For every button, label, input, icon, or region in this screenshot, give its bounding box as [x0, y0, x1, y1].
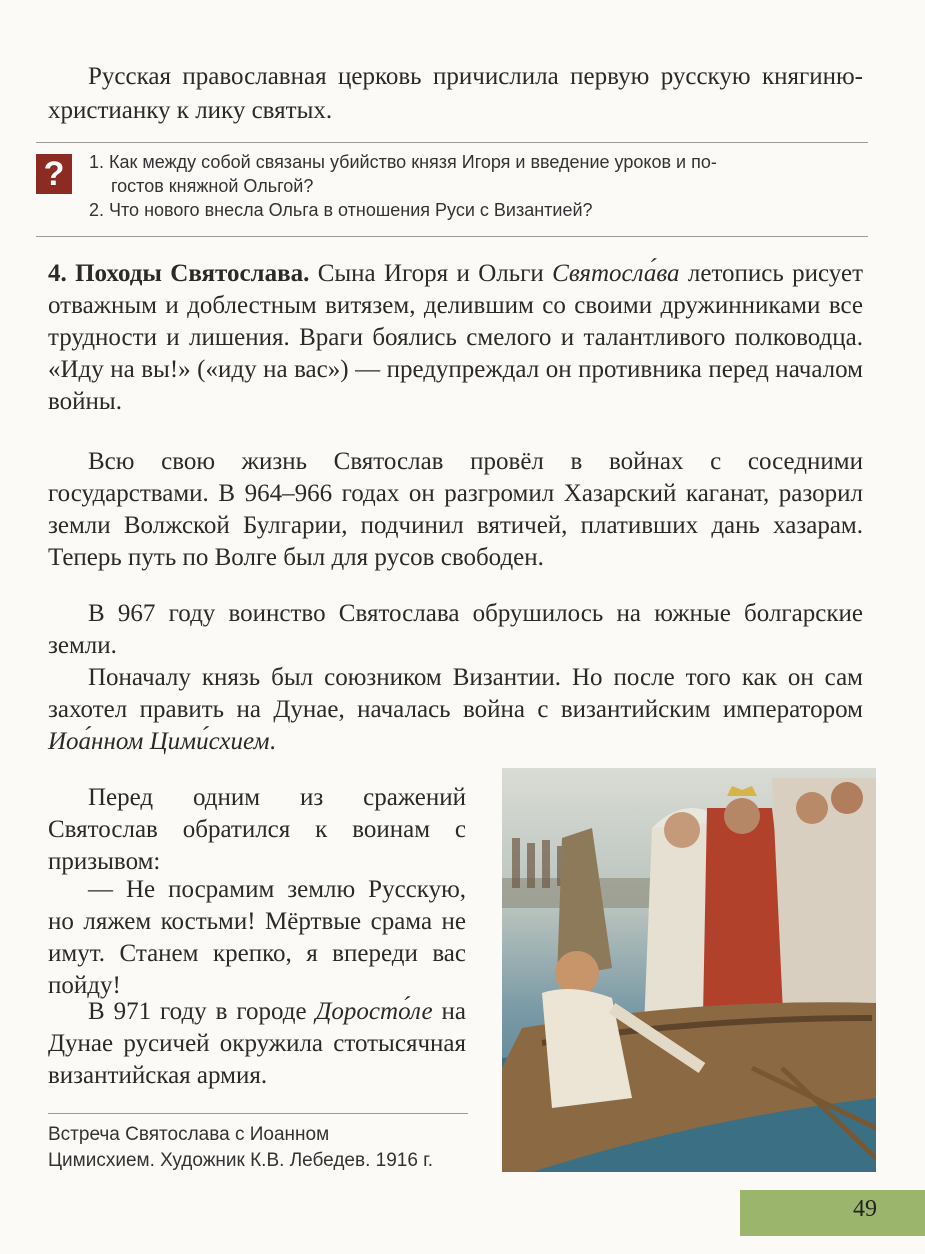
caption-rule	[48, 1113, 468, 1114]
p7-text-b: на Дунае русичей окружила стотысячная византийская армия.	[48, 998, 466, 1089]
section-paragraph-5: Перед одним из сражений Святослав обратился к воинам с призывом:	[48, 784, 466, 875]
question-2: 2. Что нового внесла Ольга в отношения Руси с Византией?	[89, 200, 593, 220]
section-heading: 4. Походы Святослава.	[48, 260, 310, 287]
section-paragraph-1	[48, 258, 863, 418]
p4-text: Поначалу князь был союзником Византии. Но после того как он сам захотел править на Дунае, началась война с византийским императором	[48, 664, 863, 723]
caption-line-1: Встреча Святослава с Иоанном	[48, 1124, 330, 1145]
p1-text-a: Сына Игоря и Ольги	[309, 260, 553, 287]
question-1-line-1: 1. Как между собой связаны убийство князя Игоря и введение уроков и по-	[89, 152, 717, 172]
section-paragraph-4	[48, 662, 863, 758]
page-number-bar	[740, 1190, 925, 1236]
section-paragraph-7	[48, 996, 466, 1092]
p7-text-a: В 971 году в городе	[88, 998, 316, 1025]
caption-line-2: Цимисхием. Художник К.В. Лебедев. 1916 г.	[48, 1150, 434, 1171]
page-number: 49	[853, 1196, 877, 1222]
painting-caption	[48, 1122, 478, 1174]
section-paragraph-6: — Не посрамим землю Русскую, но ляжем костьми! Мёртвые срама не имут. Станем крепко, я впереди вас пойду!	[48, 876, 466, 999]
question-1-line-2: гостов княжной Ольгой?	[111, 176, 314, 196]
p4-name-tzimiskes: Цими́схием	[149, 728, 270, 755]
p4-end: .	[269, 728, 276, 755]
review-questions	[89, 150, 869, 222]
p7-city-dorostol: Доросто́ле	[315, 998, 433, 1025]
questions-bottom-rule	[36, 236, 868, 237]
questions-top-rule	[36, 142, 868, 143]
p1-name-svyatoslav: Святосла́ва	[552, 260, 680, 287]
painting-svyatoslav-meets-tzimiskes	[502, 768, 876, 1172]
question-mark-icon: ?	[36, 154, 72, 194]
intro-paragraph: Русская православная церковь причислила первую русскую княгиню-христианку к лику святых.	[48, 63, 863, 124]
p4-name-ioann: Иоа́нном	[48, 728, 144, 755]
p1-text-b: летопись рисует отважным и доблестным витязем, делившим со своими дружинниками все трудности и лишения. Враги боялись смелого и талантливого полководца. «Иду на вы!» («иду на вас») — предупреждал он противника перед началом войны.	[48, 260, 863, 415]
painting-illustration	[502, 768, 876, 1172]
section-paragraph-2: Всю свою жизнь Святослав провёл в войнах с соседними государствами. В 964–966 годах он разгромил Хазарский каганат, разорил земли Волжской Булгарии, подчинил вятичей, плативших дань хазарам. Теперь путь по Волге был для русов свободен.	[48, 448, 863, 571]
section-paragraph-3: В 967 году воинство Святослава обрушилось на южные болгарские земли.	[48, 600, 863, 659]
